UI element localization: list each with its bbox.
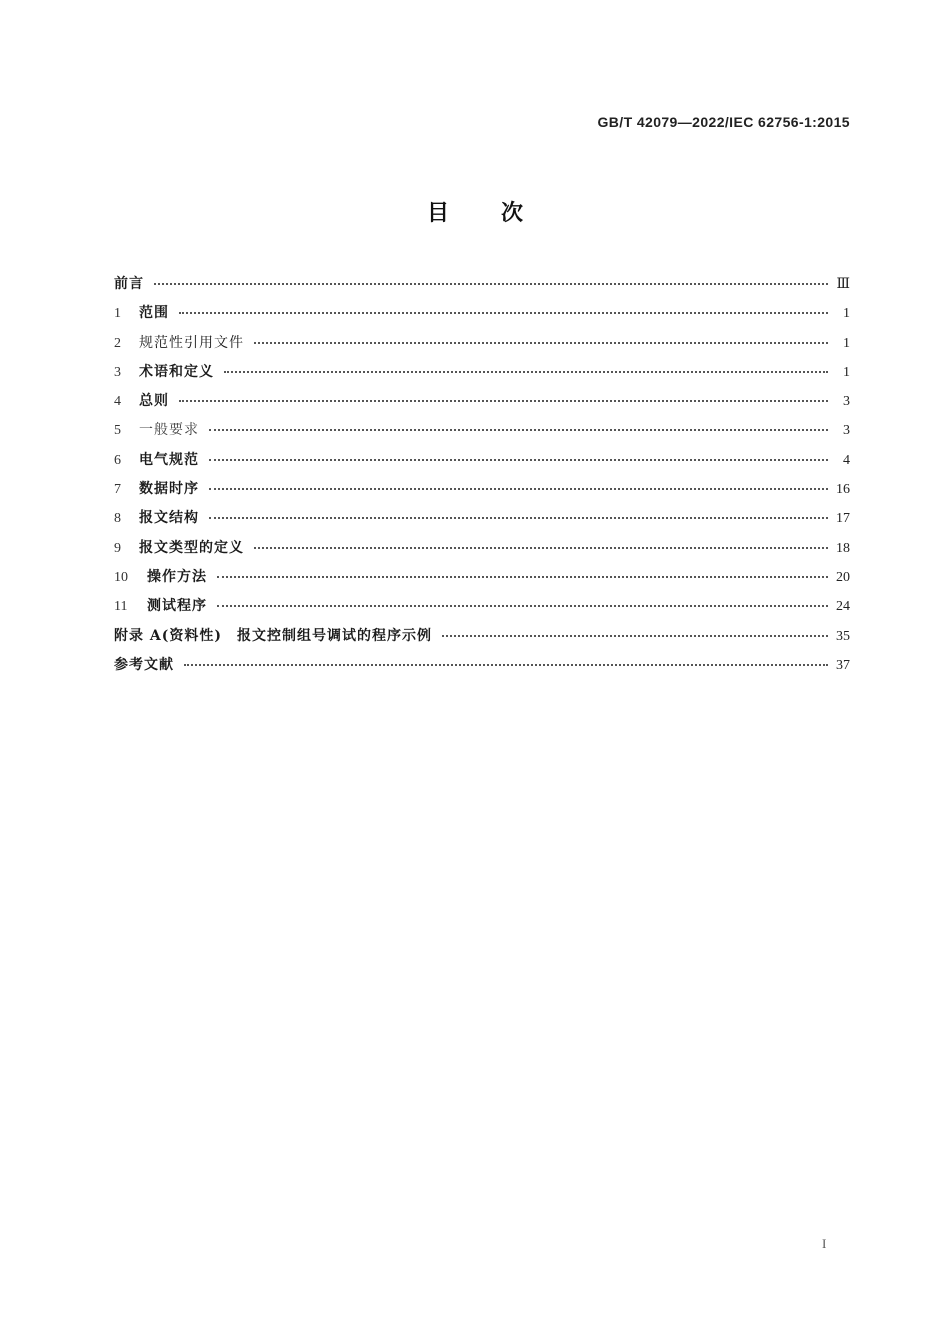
toc-leader-dots — [179, 312, 828, 314]
toc-entry-operating-method[interactable] — [114, 567, 850, 596]
toc-entry-page: 24 — [836, 599, 850, 615]
page-number: I — [822, 1236, 827, 1251]
toc-entry-number: 2 — [114, 335, 121, 351]
toc-leader-dots — [254, 342, 828, 344]
toc-leader-dots — [209, 488, 828, 490]
toc-leader-dots — [209, 459, 828, 461]
toc-entry-page: 37 — [836, 657, 850, 673]
toc-entry-number: 9 — [114, 540, 121, 556]
toc-entry-page: 1 — [843, 335, 850, 351]
toc-entry-number: 10 — [114, 569, 128, 585]
toc-entry-message-structure[interactable] — [114, 508, 850, 537]
toc-leader-dots — [224, 371, 828, 373]
toc-entry-bibliography[interactable] — [114, 655, 850, 684]
toc-entry-number: 6 — [114, 452, 121, 468]
toc-leader-dots — [217, 576, 828, 578]
toc-leader-dots — [209, 517, 828, 519]
toc-entry-title: 总则 — [139, 393, 169, 410]
toc-entry-title: 一般要求 — [139, 422, 199, 439]
toc-entry-page: 3 — [843, 423, 850, 439]
toc-entry-page: 35 — [836, 628, 850, 644]
toc-entry-title: 附录 A(资料性) 报文控制组号调试的程序示例 — [114, 627, 432, 644]
toc-entry-title: 范围 — [139, 305, 169, 322]
page-title — [0, 196, 950, 227]
toc-entry-number: 11 — [114, 599, 128, 615]
toc-leader-dots — [442, 635, 828, 637]
toc-entry-number: 3 — [114, 364, 121, 380]
toc-entry-general-requirements[interactable] — [114, 420, 850, 449]
toc-entry-page: 17 — [836, 511, 850, 527]
toc-entry-scope[interactable] — [114, 303, 850, 332]
title-char-2: 次 — [501, 201, 524, 226]
toc-entry-normative-references[interactable] — [114, 333, 850, 362]
toc-entry-page: 16 — [836, 482, 850, 498]
toc-entry-page: 1 — [843, 364, 850, 380]
toc-leader-dots — [254, 547, 828, 549]
toc-entry-title: 规范性引用文件 — [139, 334, 244, 351]
toc-entry-page: 4 — [843, 452, 850, 468]
toc-entry-title: 报文类型的定义 — [139, 539, 244, 556]
toc-entry-title: 参考文献 — [114, 656, 174, 673]
toc-entry-electrical-specification[interactable] — [114, 450, 850, 479]
toc-entry-data-timing[interactable] — [114, 479, 850, 508]
toc-entry-title: 操作方法 — [147, 568, 207, 585]
toc-entry-number: 4 — [114, 394, 121, 410]
toc-entry-general[interactable] — [114, 391, 850, 420]
toc-entry-test-procedure[interactable] — [114, 596, 850, 625]
toc-leader-dots — [184, 664, 828, 666]
toc-entry-title: 前言 — [114, 276, 144, 292]
standard-code: GB/T 42079—2022/IEC 62756-1:2015 — [597, 114, 850, 130]
table-of-contents — [114, 274, 850, 684]
toc-leader-dots — [179, 400, 828, 402]
toc-entry-title: 数据时序 — [139, 481, 199, 498]
toc-entry-number: 1 — [114, 306, 121, 322]
toc-entry-foreword[interactable] — [114, 274, 850, 303]
toc-entry-terms-definitions[interactable] — [114, 362, 850, 391]
toc-entry-annex-a[interactable] — [114, 626, 850, 655]
toc-entry-page: Ⅲ — [836, 277, 850, 292]
toc-entry-title: 测试程序 — [147, 598, 207, 615]
toc-entry-page: 18 — [836, 540, 850, 556]
toc-entry-title: 术语和定义 — [139, 363, 214, 380]
toc-leader-dots — [209, 429, 828, 431]
toc-entry-page: 20 — [836, 569, 850, 585]
toc-entry-title: 报文结构 — [139, 510, 199, 527]
title-char-1: 目 — [426, 201, 449, 226]
toc-entry-page: 1 — [843, 306, 850, 322]
toc-entry-number: 7 — [114, 482, 121, 498]
toc-leader-dots — [154, 283, 828, 285]
toc-entry-number: 8 — [114, 511, 121, 527]
toc-leader-dots — [217, 605, 828, 607]
toc-entry-page: 3 — [843, 394, 850, 410]
toc-entry-number: 5 — [114, 423, 121, 439]
toc-entry-message-type-definitions[interactable] — [114, 538, 850, 567]
toc-entry-title: 电气规范 — [139, 451, 199, 468]
